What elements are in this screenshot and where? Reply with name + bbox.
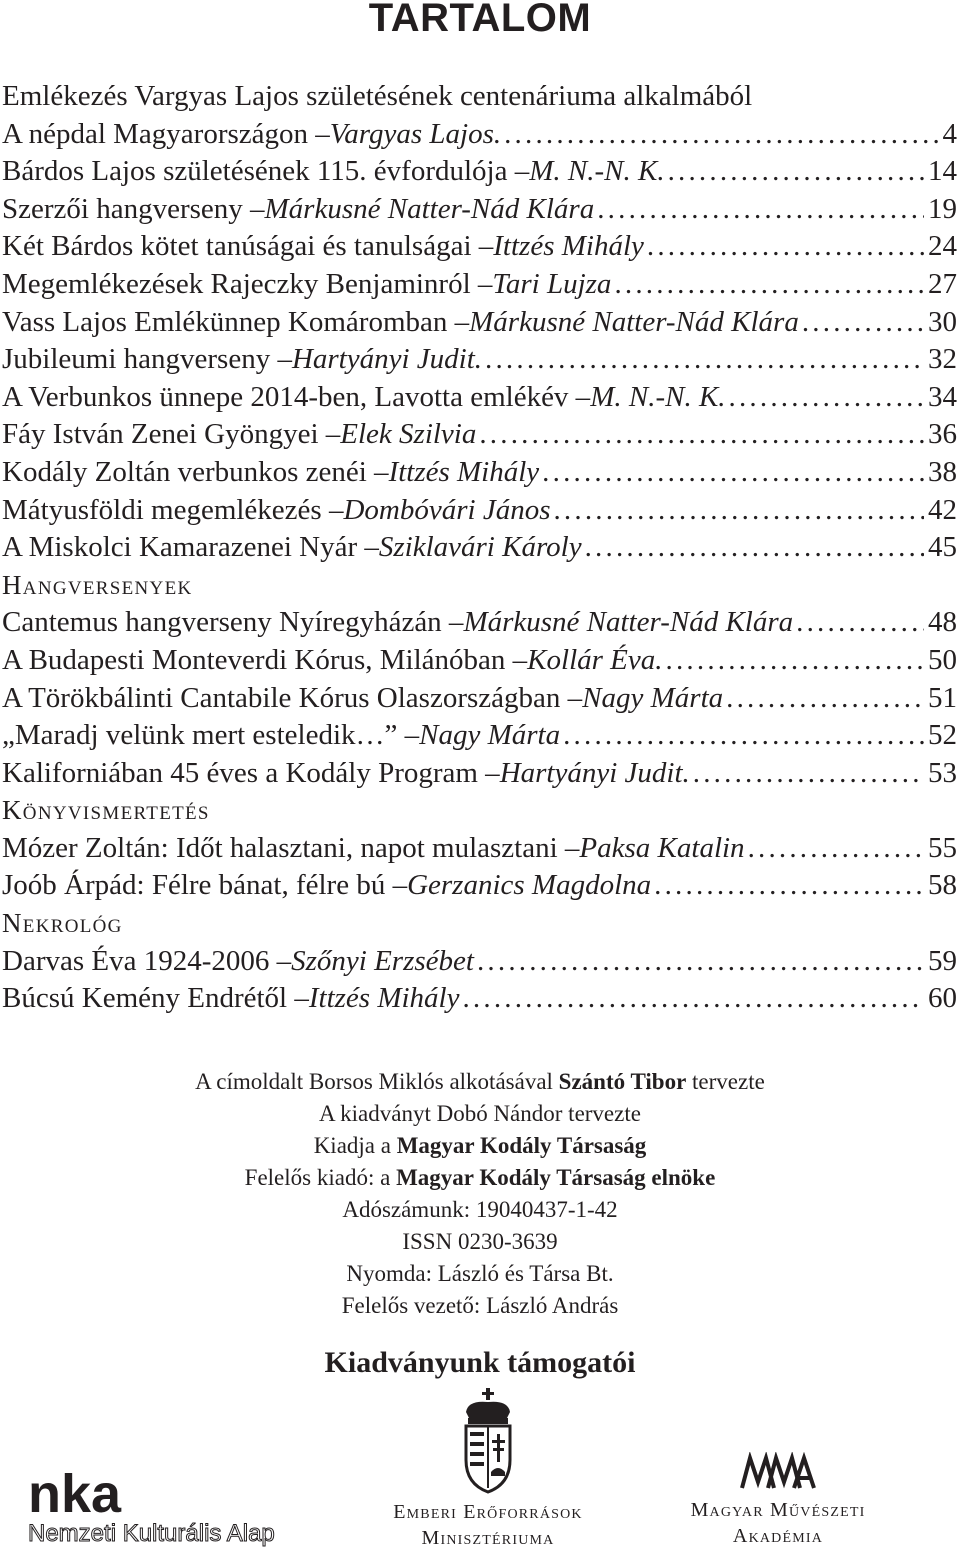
dot-leader [654,867,924,905]
toc-entry[interactable] [2,416,957,454]
toc-entry-title: A Budapesti Monteverdi Kórus, Milánóban – [2,643,528,676]
toc-entry[interactable] [2,980,957,1018]
supporters-heading: Kiadványunk támogatói [324,1346,636,1379]
toc-entry-page: 58 [928,869,957,902]
toc-entry-page: 4 [942,117,957,150]
toc-entry-title: Két Bárdos kötet tanúságai és tanulságai – [2,230,494,263]
imprint-line-issn: ISSN 0230-3639 [402,1229,558,1254]
toc-entry-page: 42 [928,493,957,526]
toc-entry-author: Vargyas Lajos. [329,117,502,150]
toc-entry-page: 34 [928,380,957,413]
toc-entry[interactable] [2,191,957,229]
toc-entry[interactable] [2,755,957,793]
dot-leader [748,830,924,868]
dot-leader [796,604,924,642]
toc-entry[interactable] [2,153,957,191]
toc-entry-author: Tari Lujza [492,267,612,300]
toc-entry[interactable] [2,304,957,342]
section-heading-books: Könyvismertetés [2,795,210,826]
toc-entry-title: Joób Árpád: Félre bánat, félre bú – [2,869,408,902]
imprint-text: Felelős kiadó: a [244,1165,397,1190]
toc-entry[interactable] [2,642,957,680]
toc-entry-author: Ittzés Mihály [493,230,644,263]
toc-entry-author: Márkusné Natter-Nád Klára [264,192,595,225]
toc-entry-page: 53 [928,756,957,789]
mma-name-line1: Magyar Művészeti [690,1499,866,1521]
toc-entry[interactable] [2,529,957,567]
toc-entry[interactable] [2,266,957,304]
emmi-name-line2: Minisztériuma [421,1527,555,1549]
nka-logo [28,1470,275,1547]
toc-entry-title: Bárdos Lajos születésének 115. évfordulója – [2,155,530,188]
dot-leader [542,454,924,492]
toc-entry-page: 30 [928,305,957,338]
toc-entry-title: Cantemus hangverseny Nyíregyházán – [2,606,464,639]
toc-intro [2,78,957,116]
nka-mark-text: nka [28,1470,122,1518]
toc-entry-author: Nagy Márta [582,681,724,714]
dot-leader [597,191,924,229]
toc-entry-title: A Miskolci Kamarazenei Nyár – [2,531,379,564]
toc-entry[interactable] [2,454,957,492]
dot-leader [504,116,938,154]
dot-leader [614,266,924,304]
toc-entry-title: A Törökbálinti Cantabile Kórus Olaszországban – [2,681,583,714]
imprint-text: Kiadja a [313,1133,397,1158]
toc-entry-author: Ittzés Mihály [388,455,540,488]
toc-entry-title: Megemlékezések Rajeczky Benjaminról – [2,267,493,300]
toc-entry[interactable] [2,604,957,642]
mma-name-line2: Akadémia [732,1525,824,1547]
toc-entry-page: 24 [928,230,957,263]
toc-entry-page: 55 [928,831,957,864]
imprint-line-responsible [0,1162,960,1194]
toc-entry-title: Mátyusföldi megemlékezés – [2,493,344,526]
dot-leader [477,943,924,981]
emmi-logo [368,1388,608,1551]
toc-entry-author: Márkusné Natter-Nád Klára [463,606,794,639]
toc-entry-author: Kollár Éva. [527,643,663,676]
dot-leader [585,529,924,567]
toc-entry-author: M. N.-N. K. [529,155,665,188]
dot-leader [563,717,924,755]
toc-entry-title: Mózer Zoltán: Időt halasztani, napot mulasztani – [2,831,580,864]
toc-entry-author: Márkusné Natter-Nád Klára [469,305,799,338]
section-heading-concerts: Hangversenyek [2,569,193,600]
dot-leader [647,228,924,266]
toc-entry-page: 51 [928,681,957,714]
toc-entry-author: M. N.-N. K. [590,380,726,413]
imprint-line-publisher [0,1130,960,1162]
imprint-line-printer: Nyomda: László és Társa Bt. [346,1261,614,1286]
toc-entry[interactable] [2,867,957,905]
toc-entry-page: 60 [928,982,957,1015]
toc-entry-title: „Maradj velünk mert esteledik…” – [2,719,420,752]
toc-entry[interactable] [2,116,957,154]
toc-entry-author: Hartyányi Judit. [499,756,690,789]
toc-entry-page: 59 [928,944,957,977]
imprint-name: Magyar Kodály Társaság elnöke [396,1165,716,1190]
page-title: TARTALOM [368,0,592,40]
mma-logo [668,1452,888,1549]
toc-entry-author: Paksa Katalin [579,831,745,864]
toc-entry[interactable] [2,341,957,379]
toc-entry-author: Hartyányi Judit. [291,343,483,376]
toc-entry-author: Ittzés Mihály [308,982,460,1015]
dot-leader [553,492,924,530]
toc-entry-author: Nagy Márta [419,719,561,752]
toc-entry-author: Gerzanics Magdolna [407,869,652,902]
imprint-line-tax: Adószámunk: 19040437-1-42 [342,1197,618,1222]
toc-entry-title: Fáy István Zenei Gyöngyei – [2,418,341,451]
toc-entry-author: Dombóvári János [343,493,551,526]
toc-entry-author: Sziklavári Károly [378,531,582,564]
toc-entry-title: Jubileumi hangverseny – [2,343,292,376]
imprint [0,1066,960,1322]
toc-entry[interactable] [2,680,957,718]
toc-entry-title: Vass Lajos Emlékünnep Komáromban – [2,305,470,338]
toc-entry[interactable] [2,717,957,755]
toc-entry-page: 36 [928,418,957,451]
toc-entry-title: Búcsú Kemény Endrétől – [2,982,309,1015]
dot-leader [729,379,924,417]
toc-entry[interactable] [2,492,957,530]
toc-entry-author: Szőnyi Erzsébet [291,944,474,977]
section-heading-obituary: Nekrológ [2,908,123,939]
dot-leader [462,980,924,1018]
toc-entry-title: Szerzői hangverseny – [2,192,265,225]
dot-leader [485,341,924,379]
toc-entry-page: 50 [928,643,957,676]
dot-leader [726,680,924,718]
emmi-name-line1: Emberi Erőforrások [393,1501,583,1523]
imprint-name: Magyar Kodály Társaság [396,1133,647,1158]
toc-entry-page: 14 [928,155,957,188]
dot-leader [802,304,924,342]
toc-entry[interactable] [2,379,957,417]
toc-entry-title: Kaliforniában 45 éves a Kodály Program – [2,756,500,789]
imprint-name: Szántó Tibor [558,1069,687,1094]
toc-entry[interactable] [2,228,957,266]
toc-entry[interactable] [2,830,957,868]
mma-mark-icon [738,1452,818,1492]
table-of-contents [2,78,957,1018]
dot-leader [668,153,924,191]
toc-entry-page: 45 [928,531,957,564]
imprint-line-design: A kiadványt Dobó Nándor tervezte [319,1101,641,1126]
toc-entry[interactable] [2,943,957,981]
toc-entry-page: 38 [928,455,957,488]
toc-entry-page: 48 [928,606,957,639]
dot-leader [479,416,924,454]
toc-entry-page: 27 [928,267,957,300]
toc-entry-title: Darvas Éva 1924-2006 – [2,944,292,977]
toc-entry-page: 19 [928,192,957,225]
nka-mark-icon [28,1470,138,1518]
imprint-text: A címoldalt Borsos Miklós alkotásával [195,1069,559,1094]
toc-entry-page: 52 [928,719,957,752]
toc-entry-title: A Verbunkos ünnepe 2014-ben, Lavotta emlékév – [2,380,591,413]
nka-name: Nemzeti Kulturális Alap [28,1520,275,1547]
toc-entry-page: 32 [928,343,957,376]
dot-leader [693,755,924,793]
imprint-line-cover [0,1066,960,1098]
toc-intro-text: Emlékezés Vargyas Lajos születésének centenáriuma alkalmából [2,80,753,112]
imprint-line-manager: Felelős vezető: László András [341,1293,619,1318]
toc-entry-title: Kodály Zoltán verbunkos zenéi – [2,455,389,488]
coat-of-arms-icon [458,1388,518,1494]
dot-leader [666,642,924,680]
imprint-text: tervezte [686,1069,765,1094]
toc-entry-title: A népdal Magyarországon – [2,117,330,150]
toc-entry-author: Elek Szilvia [340,418,477,451]
